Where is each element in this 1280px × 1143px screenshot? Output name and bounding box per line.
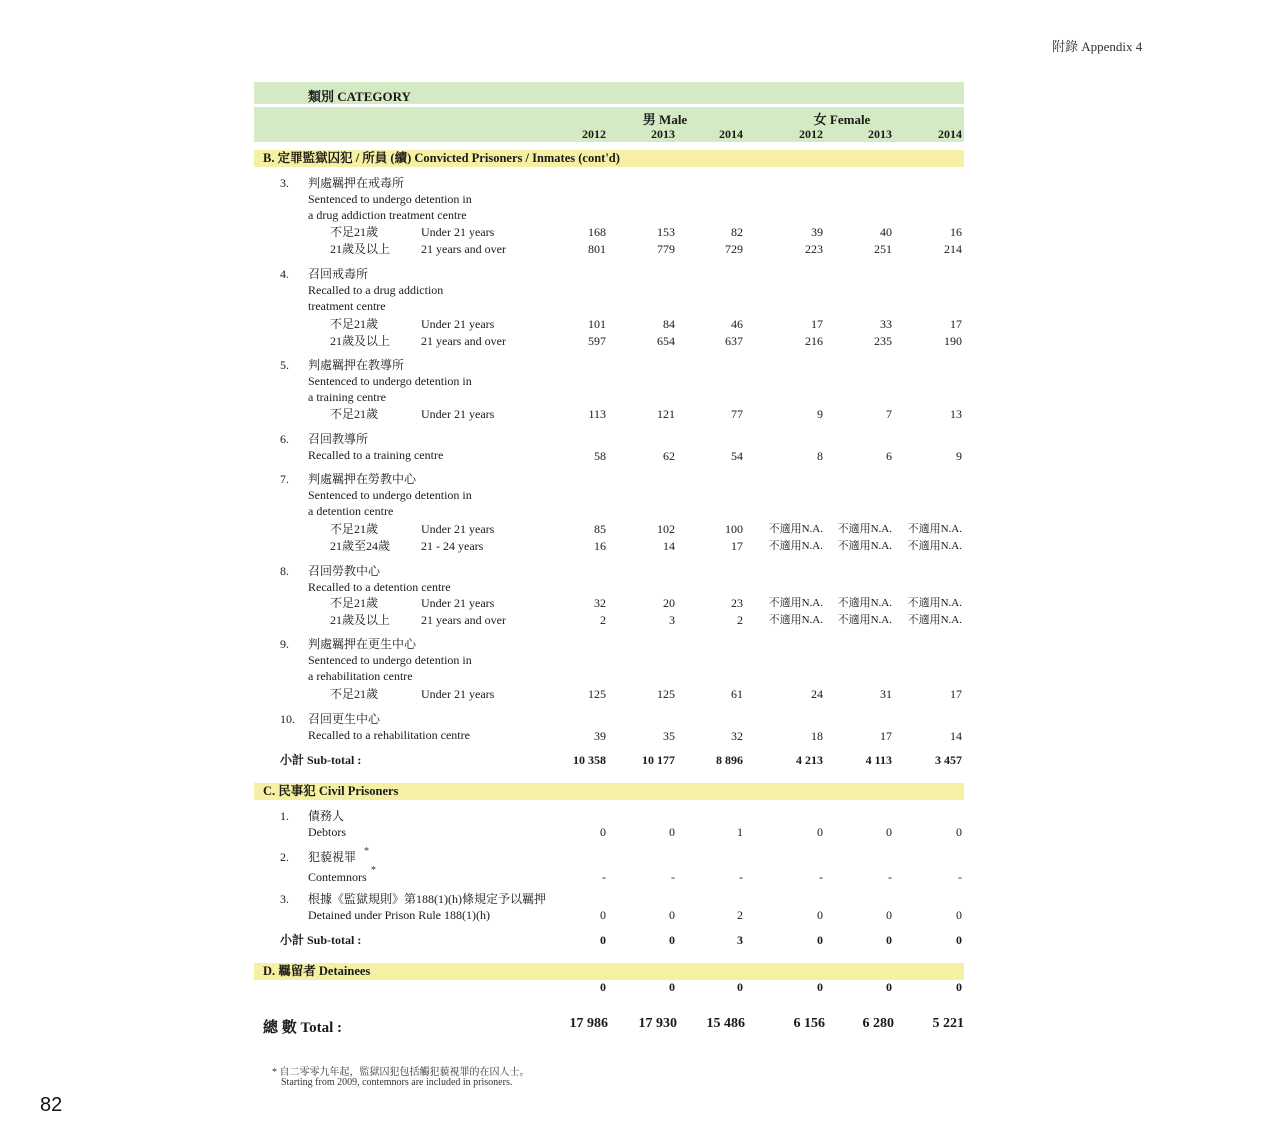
table-cell: 654 <box>657 334 675 348</box>
category-label: 類別 CATEGORY <box>308 89 411 104</box>
table-cell: 2 <box>737 908 743 922</box>
table-cell: 23 <box>731 596 743 610</box>
subtotal-label: 小計 Sub-total : <box>280 753 362 767</box>
detainees-cell: 0 <box>956 980 962 994</box>
table-cell: 不適用N.A. <box>768 614 823 626</box>
footnote-mark: * <box>364 846 369 857</box>
table-cell: 17 <box>950 687 962 701</box>
male-group-label: 男 Male <box>642 112 688 127</box>
subtotal-cell: 0 <box>669 933 675 947</box>
row-label-en: 21 years and over <box>421 334 506 348</box>
item-title-en: Debtors <box>308 825 346 839</box>
row-label-en: 21 - 24 years <box>421 539 484 553</box>
total-cell: 6 280 <box>862 1016 894 1031</box>
item-number: 2. <box>280 850 289 864</box>
table-cell: 214 <box>944 242 962 256</box>
row-label-zh: 21歲及以上 <box>330 613 391 627</box>
table-cell: 13 <box>950 407 962 421</box>
row-label-zh: 不足21歲 <box>330 317 379 331</box>
table-cell: 14 <box>663 539 675 553</box>
item-title-en: Sentenced to undergo detention in <box>308 488 472 502</box>
subtotal-cell: 0 <box>817 933 823 947</box>
table-cell: 33 <box>880 317 892 331</box>
table-cell: 168 <box>588 225 606 239</box>
table-cell: 不適用N.A. <box>768 523 823 535</box>
table-cell: 17 <box>731 539 743 553</box>
year-header: 2014 <box>938 127 962 141</box>
subtotal-cell: 4 113 <box>865 753 892 767</box>
table-cell: 779 <box>657 242 675 256</box>
table-cell: - <box>958 870 962 884</box>
row-label-en: Under 21 years <box>421 407 495 421</box>
detainees-cell: 0 <box>737 980 743 994</box>
table-cell: 0 <box>817 908 823 922</box>
table-cell: 40 <box>880 225 892 239</box>
footnote-en: Starting from 2009, contemnors are included in prisoners. <box>281 1077 513 1088</box>
table-cell: 0 <box>669 825 675 839</box>
table-cell: 3 <box>669 613 675 627</box>
table-cell: 20 <box>663 596 675 610</box>
total-cell: 17 986 <box>569 1016 608 1031</box>
item-title-zh: 判處羈押在勞教中心 <box>308 472 417 486</box>
subtotal-cell: 10 358 <box>573 753 606 767</box>
table-cell: 113 <box>588 407 606 421</box>
item-title-zh: 犯藐視罪 <box>308 850 357 864</box>
table-cell: 121 <box>657 407 675 421</box>
row-label-en: Under 21 years <box>421 225 495 239</box>
table-cell: 不適用N.A. <box>837 540 892 552</box>
detainees-cell: 0 <box>817 980 823 994</box>
table-cell: 0 <box>956 908 962 922</box>
item-number: 5. <box>280 358 289 372</box>
table-cell: 62 <box>663 449 675 463</box>
table-cell: 16 <box>950 225 962 239</box>
item-title-zh: 債務人 <box>308 809 345 823</box>
total-label: 總 數 Total : <box>263 1020 343 1036</box>
subtotal-cell: 10 177 <box>642 753 675 767</box>
table-cell: 84 <box>663 317 675 331</box>
row-label-en: 21 years and over <box>421 613 506 627</box>
item-title-en: Sentenced to undergo detention in <box>308 192 472 206</box>
item-title-en: Recalled to a training centre <box>308 448 444 462</box>
item-title-en: Detained under Prison Rule 188(1)(h) <box>308 908 490 922</box>
year-header: 2014 <box>719 127 743 141</box>
table-cell: 0 <box>886 908 892 922</box>
item-title-en: a drug addiction treatment centre <box>308 208 467 222</box>
section-c-title: C. 民事犯 Civil Prisoners <box>263 784 399 798</box>
item-number: 6. <box>280 432 289 446</box>
table-cell: 不適用N.A. <box>768 540 823 552</box>
table-cell: 102 <box>657 522 675 536</box>
table-cell: 不適用N.A. <box>907 614 962 626</box>
item-title-zh: 召回戒毒所 <box>308 267 369 281</box>
year-header: 2012 <box>799 127 823 141</box>
table-cell: 216 <box>805 334 823 348</box>
table-cell: 85 <box>594 522 606 536</box>
year-header: 2013 <box>868 127 892 141</box>
table-cell: 18 <box>811 729 823 743</box>
table-cell: 58 <box>594 449 606 463</box>
table-cell: 0 <box>600 908 606 922</box>
table-cell: 17 <box>950 317 962 331</box>
item-title-zh: 判處羈押在更生中心 <box>308 637 417 651</box>
row-label-en: Under 21 years <box>421 317 495 331</box>
table-cell: 0 <box>669 908 675 922</box>
table-cell: 39 <box>811 225 823 239</box>
table-cell: 24 <box>811 687 823 701</box>
table-cell: 2 <box>737 613 743 627</box>
row-label-en: Under 21 years <box>421 522 495 536</box>
row-label-zh: 不足21歲 <box>330 596 379 610</box>
item-title-en: Recalled to a drug addiction <box>308 283 444 297</box>
item-number: 9. <box>280 637 289 651</box>
item-title-en: Recalled to a detention centre <box>308 580 451 594</box>
row-label-zh: 不足21歲 <box>330 407 379 421</box>
table-cell: 6 <box>886 449 892 463</box>
table-cell: 101 <box>588 317 606 331</box>
item-title-en: a rehabilitation centre <box>308 669 413 683</box>
subtotal-cell: 4 213 <box>796 753 823 767</box>
year-header: 2012 <box>582 127 606 141</box>
table-cell: 0 <box>817 825 823 839</box>
row-label-en: Under 21 years <box>421 687 495 701</box>
total-cell: 6 156 <box>793 1016 825 1031</box>
table-cell: - <box>888 870 892 884</box>
item-title-en: Sentenced to undergo detention in <box>308 374 472 388</box>
table-cell: 0 <box>600 825 606 839</box>
row-label-zh: 21歲至24歲 <box>330 539 391 553</box>
table-cell: 不適用N.A. <box>837 523 892 535</box>
row-label-en: 21 years and over <box>421 242 506 256</box>
row-label-en: Under 21 years <box>421 596 495 610</box>
item-title-en: Recalled to a rehabilitation centre <box>308 728 470 742</box>
table-cell: 不適用N.A. <box>907 597 962 609</box>
subtotal-cell: 3 457 <box>935 753 962 767</box>
row-label-zh: 不足21歲 <box>330 687 379 701</box>
table-cell: 251 <box>874 242 892 256</box>
item-title-zh: 召回勞教中心 <box>308 564 381 578</box>
subtotal-cell: 8 896 <box>716 753 743 767</box>
table-cell: - <box>739 870 743 884</box>
item-number: 10. <box>280 712 295 726</box>
table-cell: 637 <box>725 334 743 348</box>
table-cell: 35 <box>663 729 675 743</box>
item-title-en: a detention centre <box>308 504 394 518</box>
item-title-en: a training centre <box>308 390 386 404</box>
table-cell: 801 <box>588 242 606 256</box>
item-title-zh: 判處羈押在戒毒所 <box>308 176 405 190</box>
row-label-zh: 不足21歲 <box>330 522 379 536</box>
table-cell: 190 <box>944 334 962 348</box>
table-cell: - <box>671 870 675 884</box>
row-label-zh: 21歲及以上 <box>330 334 391 348</box>
table-cell: 不適用N.A. <box>837 614 892 626</box>
table-cell: 16 <box>594 539 606 553</box>
footnote-mark: * <box>371 865 376 876</box>
table-cell: 9 <box>956 449 962 463</box>
table-cell: 32 <box>731 729 743 743</box>
female-group-label: 女 Female <box>813 112 871 127</box>
total-cell: 5 221 <box>932 1016 964 1031</box>
page-number: 82 <box>40 1094 63 1116</box>
table-cell: 125 <box>588 687 606 701</box>
item-number: 3. <box>280 892 289 906</box>
table-cell: - <box>819 870 823 884</box>
table-cell: 0 <box>956 825 962 839</box>
table-cell: 235 <box>874 334 892 348</box>
table-cell: 2 <box>600 613 606 627</box>
appendix-label: 附錄 Appendix 4 <box>1052 39 1143 54</box>
detainees-cell: 0 <box>600 980 606 994</box>
detainees-cell: 0 <box>669 980 675 994</box>
table-cell: 54 <box>731 449 743 463</box>
total-cell: 15 486 <box>706 1016 745 1031</box>
table-cell: 14 <box>950 729 962 743</box>
table-cell: 7 <box>886 407 892 421</box>
item-number: 7. <box>280 472 289 486</box>
item-title-en: Contemnors <box>308 870 367 884</box>
item-number: 3. <box>280 176 289 190</box>
section-b-title: B. 定罪監獄囚犯 / 所員 (續) Convicted Prisoners / Inmates (cont'd) <box>263 151 620 165</box>
item-title-en: Sentenced to undergo detention in <box>308 653 472 667</box>
table-cell: 31 <box>880 687 892 701</box>
footnote-zh: * 自二零零九年起，監獄囚犯包括觸犯藐視罪的在囚人士。 <box>272 1067 530 1078</box>
item-title-zh: 判處羈押在教導所 <box>308 358 405 372</box>
item-number: 8. <box>280 564 289 578</box>
total-cell: 17 930 <box>638 1016 677 1031</box>
table-cell: 0 <box>886 825 892 839</box>
table-cell: 32 <box>594 596 606 610</box>
table-cell: 125 <box>657 687 675 701</box>
table-cell: 不適用N.A. <box>907 540 962 552</box>
table-cell: 153 <box>657 225 675 239</box>
row-label-zh: 21歲及以上 <box>330 242 391 256</box>
table-cell: 729 <box>725 242 743 256</box>
item-title-zh: 根據《監獄規則》第188(1)(h)條規定予以羈押 <box>308 892 546 906</box>
table-cell: 100 <box>725 522 743 536</box>
item-title-en: treatment centre <box>308 299 386 313</box>
table-cell: 223 <box>805 242 823 256</box>
table-cell: 1 <box>737 825 743 839</box>
subtotal-cell: 3 <box>737 933 743 947</box>
subtotal-cell: 0 <box>600 933 606 947</box>
table-cell: 不適用N.A. <box>837 597 892 609</box>
table-cell: 不適用N.A. <box>907 523 962 535</box>
item-number: 4. <box>280 267 289 281</box>
detainees-cell: 0 <box>886 980 892 994</box>
table-cell: 82 <box>731 225 743 239</box>
table-cell: 39 <box>594 729 606 743</box>
year-header: 2013 <box>651 127 675 141</box>
table-cell: 17 <box>811 317 823 331</box>
row-label-zh: 不足21歲 <box>330 225 379 239</box>
section-d-title: D. 羈留者 Detainees <box>263 964 371 978</box>
item-title-zh: 召回更生中心 <box>308 712 381 726</box>
table-cell: 9 <box>817 407 823 421</box>
item-title-zh: 召回教導所 <box>308 432 369 446</box>
table-cell: 17 <box>880 729 892 743</box>
table-cell: 77 <box>731 407 743 421</box>
item-number: 1. <box>280 809 289 823</box>
table-cell: 不適用N.A. <box>768 597 823 609</box>
table-cell: 597 <box>588 334 606 348</box>
table-cell: 61 <box>731 687 743 701</box>
subtotal-cell: 0 <box>886 933 892 947</box>
table-cell: 8 <box>817 449 823 463</box>
table-cell: 46 <box>731 317 743 331</box>
subtotal-label: 小計 Sub-total : <box>280 933 362 947</box>
table-cell: - <box>602 870 606 884</box>
subtotal-cell: 0 <box>956 933 962 947</box>
